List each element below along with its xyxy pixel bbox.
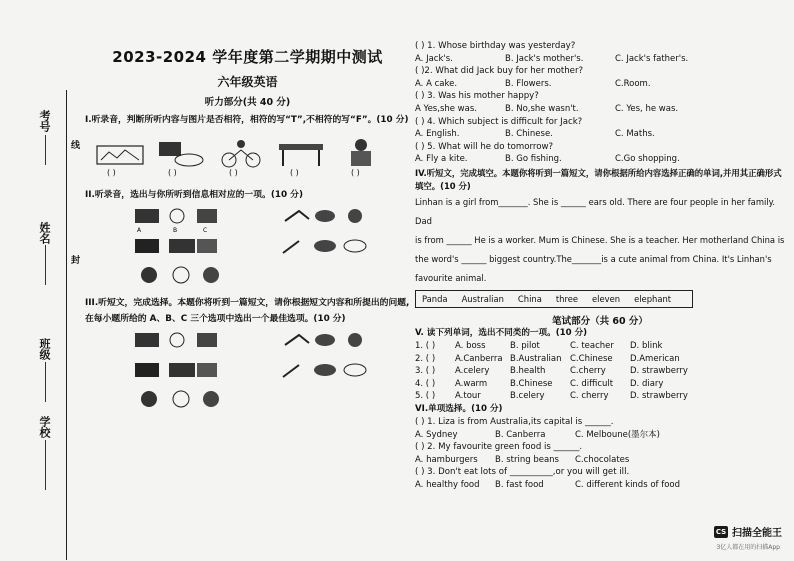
option-c[interactable]: C. Melboune(墨尔本)	[575, 429, 660, 440]
answer-bracket[interactable]: 5. ( )	[415, 391, 436, 402]
option-a[interactable]: A. boss	[455, 340, 486, 351]
option-c[interactable]: C.Room.	[615, 78, 651, 89]
question-options	[415, 53, 785, 66]
scanner-tagline: 3亿人都在用的扫描App	[716, 544, 780, 551]
bicycle-picture-icon	[215, 138, 267, 168]
vocab-row	[415, 365, 785, 378]
option-a[interactable]: A.tour	[455, 391, 481, 402]
vocab-row	[415, 390, 785, 403]
answer-bracket[interactable]: ( )	[290, 168, 299, 177]
option-a[interactable]: A. hamburgers	[415, 454, 478, 465]
option-d[interactable]: D. blink	[630, 340, 663, 351]
option-b[interactable]: B. Jack's mother's.	[505, 53, 584, 64]
answer-bracket[interactable]: ( )	[107, 168, 116, 177]
option-a[interactable]: A. A cake.	[415, 78, 458, 89]
option-b[interactable]: B.Chinese	[510, 378, 553, 389]
option-c[interactable]: C. difficult	[570, 378, 614, 389]
binding-margin	[0, 40, 80, 520]
picture-label-c: C	[203, 227, 208, 234]
section-2-picture-grid	[85, 203, 405, 293]
option-a[interactable]: A. Jack's.	[415, 53, 453, 64]
option-b[interactable]: B.Australian	[510, 353, 562, 364]
scanner-app-name: 扫描全能王	[732, 528, 782, 539]
school-label: 学校	[38, 416, 51, 438]
question-text: ( )2. What did Jack buy for her mother?	[415, 66, 584, 77]
option-b[interactable]: B. Go fishing.	[505, 154, 562, 165]
word-bank-item: elephant	[634, 293, 672, 304]
question	[415, 116, 785, 141]
section-6-questions	[415, 416, 785, 492]
section-1-answer-brackets	[107, 168, 410, 177]
option-b[interactable]: B.celery	[510, 391, 545, 402]
option-c[interactable]: C.Go shopping.	[615, 154, 680, 165]
option-b[interactable]: B. string beans	[495, 454, 559, 465]
section-1-pictures	[95, 134, 410, 168]
section-3-instruction: III.听短文，完成选择。本题你将听到一篇短文，请你根据短文内容和所提出的问题,在每小题所给的 A、B、C 三个选项中选出一个最佳选项。(10 分)	[85, 298, 410, 324]
option-c[interactable]: C. Maths.	[615, 129, 655, 140]
question	[415, 90, 785, 115]
option-a[interactable]: A Yes,she was.	[415, 103, 477, 114]
binding-line	[66, 90, 67, 560]
option-c[interactable]: C. different kinds of food	[575, 479, 681, 490]
option-a[interactable]: A.celery	[455, 366, 490, 377]
section-4-passage-line-4: favourite animal.	[415, 272, 487, 283]
option-a[interactable]: A.Canberra	[455, 353, 503, 364]
section-4-instruction: IV.听短文，完成填空。本题你将听到一篇短文，请你根据所给内容选择正确的单词,并用其正确形式填空。(10 分)	[415, 167, 782, 191]
exam-no-label: 考号	[38, 110, 51, 132]
seal-mark-line: 线	[69, 140, 79, 149]
option-c[interactable]: C.Chinese	[570, 353, 613, 364]
section-4-passage-line-3: the word's ______ biggest country.The_______is a cute animal from China. It's Linhan's	[415, 253, 772, 264]
right-column	[415, 40, 785, 510]
question-text: ( ) 5. What will he do tomorrow?	[415, 141, 554, 152]
section-5-rows	[415, 340, 785, 403]
name-blank	[45, 245, 46, 285]
option-a[interactable]: A. English.	[415, 129, 460, 140]
option-c[interactable]: C. teacher	[570, 340, 614, 351]
word-bank-item: eleven	[592, 293, 621, 304]
option-c[interactable]: C.cherry	[570, 366, 606, 377]
section-3-picture-grid	[85, 327, 405, 417]
option-d[interactable]: D.American	[630, 353, 680, 364]
seal-mark-seal: 封	[69, 255, 79, 264]
table-picture-icon	[275, 138, 327, 168]
class-label: 班级	[38, 338, 51, 360]
section-3-questions	[415, 40, 785, 166]
word-bank-item: Australian	[461, 293, 504, 304]
question-options	[415, 128, 785, 141]
option-b[interactable]: B. Flowers.	[505, 78, 552, 89]
word-bank-box	[415, 290, 693, 308]
answer-bracket[interactable]: ( )	[229, 168, 238, 177]
option-b[interactable]: B. fast food	[495, 479, 544, 490]
section-5-instruction: V. 读下列单词，选出不同类的一项。(10 分)	[415, 327, 588, 338]
answer-bracket[interactable]: 1. ( )	[415, 340, 436, 351]
answer-bracket[interactable]: 3. ( )	[415, 366, 436, 377]
question-options	[415, 78, 785, 91]
person-picture-icon	[335, 138, 387, 168]
question-text: ( ) 2. My favourite green food is ______.	[415, 442, 583, 453]
vocab-row	[415, 378, 785, 391]
option-d[interactable]: D. diary	[630, 378, 664, 389]
question-text: ( ) 1. Liza is from Australia,its capital is ______.	[415, 416, 614, 427]
option-d[interactable]: D. strawberry	[630, 391, 688, 402]
school-blank	[45, 440, 46, 490]
question	[415, 40, 785, 65]
question-options	[415, 454, 785, 467]
option-a[interactable]: A.warm	[455, 378, 488, 389]
exam-no-blank	[45, 135, 46, 165]
question-options	[415, 429, 785, 442]
question-text: ( ) 3. Don't eat lots of __________,or you will get ill.	[415, 467, 630, 478]
field-picture-icon	[95, 138, 147, 168]
option-a[interactable]: A. Fly a kite.	[415, 154, 468, 165]
answer-bracket[interactable]: ( )	[351, 168, 360, 177]
section-6-instruction: VI.单项选择。(10 分)	[415, 403, 503, 414]
question-text: ( ) 4. Which subject is difficult for Jack?	[415, 116, 583, 127]
option-d[interactable]: D. strawberry	[630, 366, 688, 377]
option-a[interactable]: A. Sydney	[415, 429, 458, 440]
left-column	[85, 38, 410, 518]
option-c[interactable]: C. Jack's father's.	[615, 53, 689, 64]
question-options	[415, 479, 785, 492]
scanner-logo	[714, 524, 782, 539]
vocab-row	[415, 353, 785, 366]
question-options	[415, 103, 785, 116]
question	[415, 141, 785, 166]
word-bank-item: China	[517, 293, 542, 304]
vocab-row	[415, 340, 785, 353]
cs-badge-icon: CS	[715, 527, 727, 536]
option-b[interactable]: B. Canberra	[495, 429, 546, 440]
picture-label-b: B	[173, 227, 178, 234]
listening-part-heading: 听力部分(共 40 分)	[204, 97, 291, 108]
option-b[interactable]: B. No,she wasn't.	[505, 103, 579, 114]
answer-bracket[interactable]: 2. ( )	[415, 353, 436, 364]
option-b[interactable]: B.health	[510, 366, 546, 377]
written-part-heading: 笔试部分（共 60 分）	[552, 315, 648, 327]
question-text: ( ) 1. Whose birthday was yesterday?	[415, 41, 576, 51]
answer-bracket[interactable]: 4. ( )	[415, 378, 436, 389]
plate-picture-icon	[155, 138, 207, 168]
section-3-pictures	[85, 327, 410, 417]
question-text: ( ) 3. Was his mother happy?	[415, 91, 539, 102]
option-a[interactable]: A. healthy food	[415, 479, 480, 490]
option-c[interactable]: C. cherry	[570, 391, 609, 402]
picture-label-a: A	[137, 227, 142, 234]
word-bank-item: three	[555, 293, 579, 304]
name-label: 姓名	[38, 222, 51, 244]
question-options	[415, 153, 785, 166]
answer-bracket[interactable]: ( )	[168, 168, 177, 177]
option-c[interactable]: C. Yes, he was.	[615, 103, 679, 114]
section-2-instruction: II.听录音，选出与你所听到信息相对应的一项。(10 分)	[85, 190, 303, 200]
section-4-passage-line-1: Linhan is a girl from_______. She is ______ ears old. There are four people in her family. Dad	[415, 196, 776, 226]
option-c[interactable]: C.chocolates	[575, 454, 630, 465]
word-bank-item: Panda	[422, 293, 448, 304]
option-b[interactable]: B. pilot	[510, 340, 540, 351]
class-blank	[45, 362, 46, 402]
option-b[interactable]: B. Chinese.	[505, 129, 553, 140]
grade-subject: 六年级英语	[217, 75, 278, 89]
question	[415, 65, 785, 90]
section-4-passage-line-2: is from ______ He is a worker. Mum is Chinese. She is a teacher. Her motherland China is	[415, 234, 785, 245]
exam-title: 2023-2024 学年度第二学期期中测试	[112, 48, 383, 66]
section-2-pictures	[85, 203, 410, 293]
section-1-instruction: I.听录音，判断所听内容与图片是否相符，相符的写“T”,不相符的写“F”。(10 分)	[85, 115, 409, 125]
